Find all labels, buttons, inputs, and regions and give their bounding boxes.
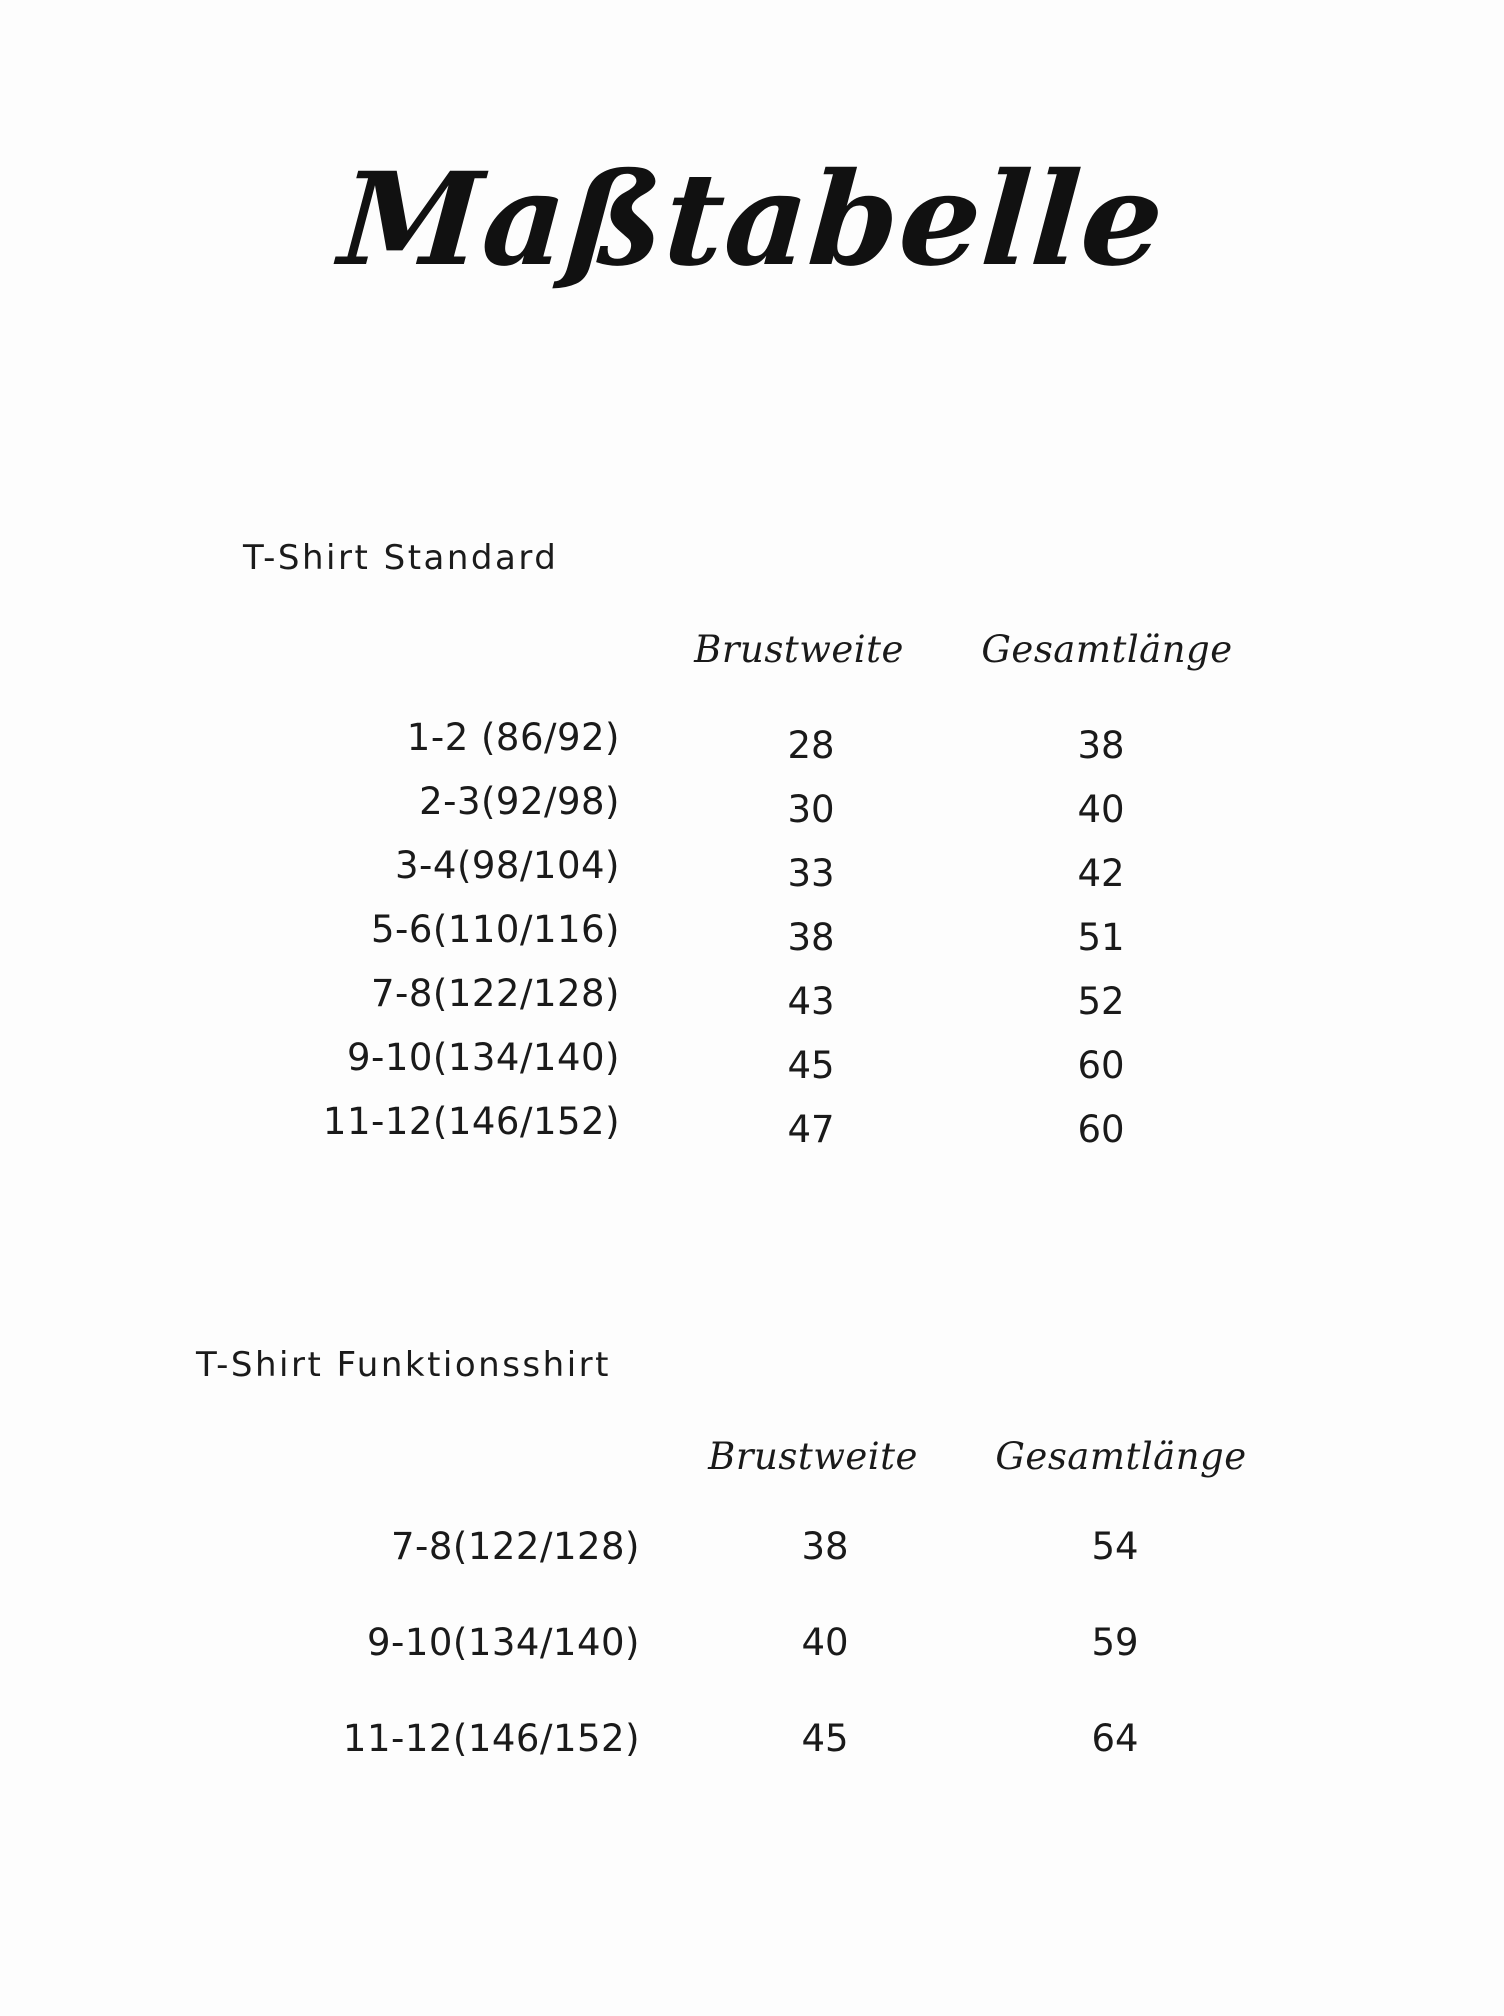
cell-chest: 30 xyxy=(787,788,835,831)
cell-chest: 38 xyxy=(787,916,835,959)
cell-chest: 45 xyxy=(787,1044,835,1087)
cell-size: 1-2 (86/92) xyxy=(406,716,620,759)
cell-size: 2-3(92/98) xyxy=(419,780,620,823)
cell-chest: 43 xyxy=(787,980,835,1023)
cell-chest: 47 xyxy=(787,1108,835,1151)
cell-chest: 45 xyxy=(801,1717,849,1760)
column-header-length: Gesamtlänge xyxy=(995,1435,1247,1478)
table-row xyxy=(220,1621,1350,1717)
cell-length: 51 xyxy=(1077,916,1125,959)
section-heading-standard: T-Shirt Standard xyxy=(243,538,559,578)
cell-size: 9-10(134/140) xyxy=(346,1036,620,1079)
table-row xyxy=(200,908,1330,980)
table-row xyxy=(200,716,1330,788)
column-header-size xyxy=(200,661,666,662)
table-row xyxy=(220,1717,1350,1813)
cell-size: 5-6(110/116) xyxy=(370,908,620,951)
cell-chest: 28 xyxy=(787,724,835,767)
table-row xyxy=(200,780,1330,852)
cell-size: 7-8(122/128) xyxy=(390,1525,640,1568)
table-row xyxy=(200,1036,1330,1108)
column-header-chest: Brustweite xyxy=(694,628,904,671)
cell-size: 11-12(146/152) xyxy=(342,1717,640,1760)
page-title: Maßtabelle xyxy=(335,145,1170,295)
table-row xyxy=(200,844,1330,916)
cell-length: 40 xyxy=(1077,788,1125,831)
cell-chest: 38 xyxy=(801,1525,849,1568)
column-header-length: Gesamtlänge xyxy=(981,628,1233,671)
cell-length: 59 xyxy=(1091,1621,1139,1664)
table-row xyxy=(220,1525,1350,1621)
column-header-chest: Brustweite xyxy=(708,1435,918,1478)
cell-chest: 40 xyxy=(801,1621,849,1664)
size-table-funktionsshirt xyxy=(220,1435,1350,1813)
table-header-row xyxy=(220,1435,1350,1525)
table-row xyxy=(200,1100,1330,1172)
cell-size: 3-4(98/104) xyxy=(395,844,620,887)
size-table-standard xyxy=(200,628,1330,1172)
cell-length: 52 xyxy=(1077,980,1125,1023)
cell-chest: 33 xyxy=(787,852,835,895)
cell-length: 64 xyxy=(1091,1717,1139,1760)
section-heading-funktionsshirt: T-Shirt Funktionsshirt xyxy=(196,1345,611,1385)
cell-size: 11-12(146/152) xyxy=(322,1100,620,1143)
cell-length: 42 xyxy=(1077,852,1125,895)
cell-size: 7-8(122/128) xyxy=(370,972,620,1015)
column-header-size xyxy=(220,1468,680,1469)
cell-size: 9-10(134/140) xyxy=(366,1621,640,1664)
cell-length: 60 xyxy=(1077,1108,1125,1151)
table-row xyxy=(200,972,1330,1044)
cell-length: 38 xyxy=(1077,724,1125,767)
cell-length: 54 xyxy=(1091,1525,1139,1568)
cell-length: 60 xyxy=(1077,1044,1125,1087)
table-header-row xyxy=(200,628,1330,724)
